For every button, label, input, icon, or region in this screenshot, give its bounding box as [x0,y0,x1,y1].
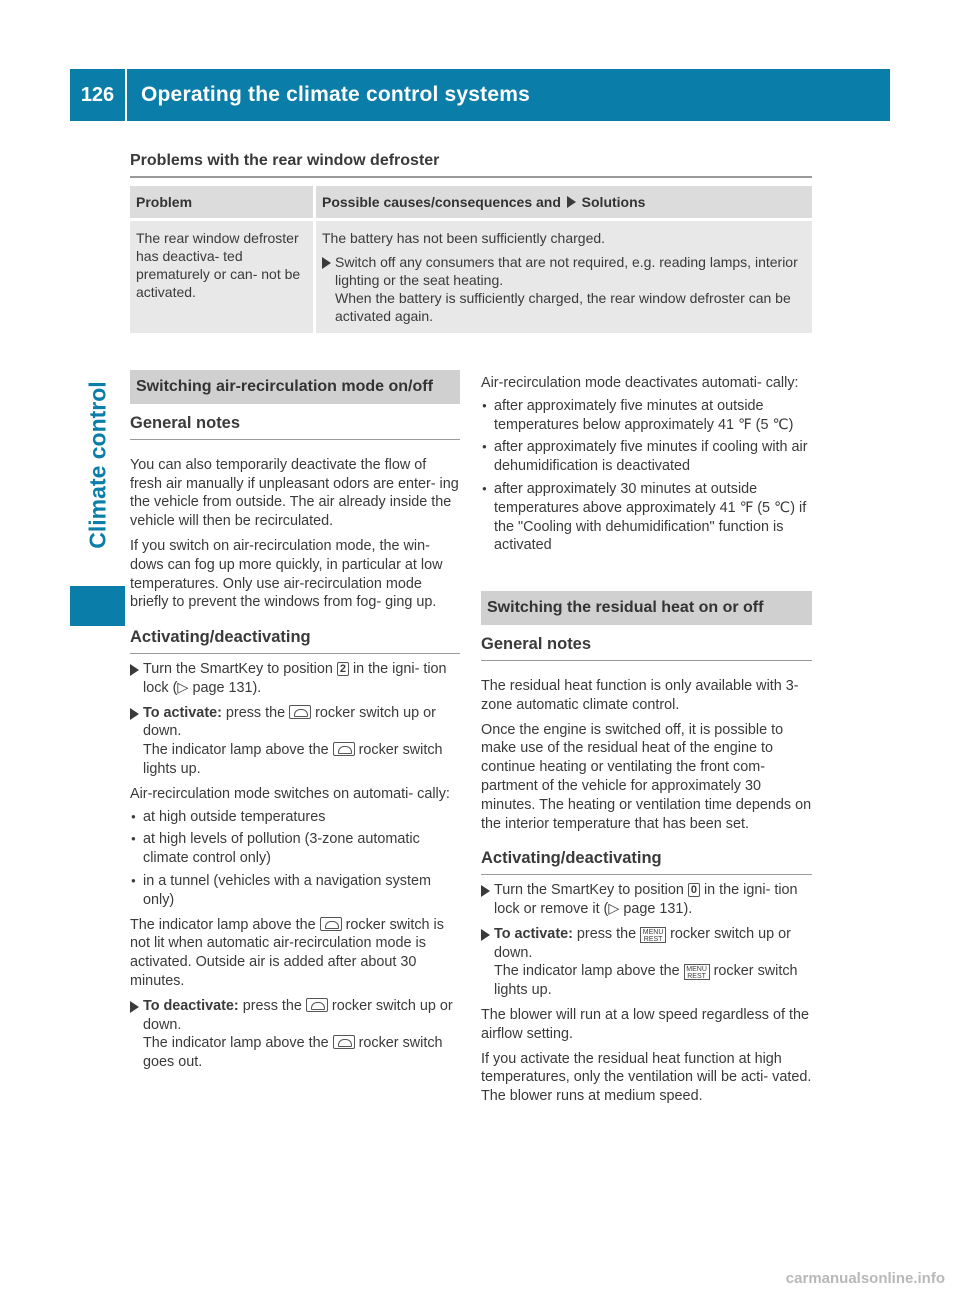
residual-step2-note-a: The indicator lamp above the [494,963,680,980]
page-number: 126 [80,84,115,106]
residual-act-title: Activating/deactivating [481,849,812,875]
residual-heading: Switching the residual heat on or off [481,591,812,625]
recirculation-icon [306,998,328,1012]
recirc-step3-a: press the [242,997,302,1014]
recirc-deact-intro: Air-recirculation mode deactivates automati- cally: [481,375,799,391]
recirc-step3-note-a: The indicator lamp above the [143,1035,329,1052]
residual-step2-note-b: rocker switch lights up. [494,963,798,999]
recirc-step2-b: rocker switch up or down. [143,704,436,740]
list-item: ● after approximately five minutes if cooling with air dehumidification is deactivated [481,438,812,476]
side-tab-label: Climate control [84,381,111,549]
watermark: carmanualsonline.info [785,1270,945,1287]
arrow-icon [322,257,331,269]
cause-text: The battery has not been sufficiently charged. [322,230,606,246]
solution-step [322,253,806,325]
recirc-general-title: General notes [130,414,460,440]
recirc-heading: Switching air-recirculation mode on/off [130,370,460,404]
list-item: ● after approximately five minutes at outside temperatures below approximately 41 ℉ (5 ℃) [481,397,812,435]
recirc-step2-note-b: rocker switch lights up. [143,742,443,777]
col-header-problem: Problem [130,186,313,218]
recirculation-icon [320,917,342,931]
recirc-step3-label: To deactivate: [143,997,239,1014]
section-rule [130,176,812,178]
arrow-icon [130,1001,139,1013]
recirculation-icon [333,742,355,756]
side-tab-marker [70,586,125,626]
solution-step-note: When the battery is sufficiently charged, the rear window defroster can be activated again. [335,290,791,324]
col-header-solutions-b: Solutions [581,194,646,210]
right-column [481,374,812,1106]
arrow-icon [130,664,139,676]
list-item: ● at high levels of pollution (3-zone automatic climate control only) [130,830,460,868]
menu-rest-icon: MENU REST [640,927,666,943]
residual-step2-b: rocker switch up or down. [494,925,791,961]
recirc-step2 [130,704,460,779]
recirc-step2-note-a: The indicator lamp above the [143,742,329,759]
residual-p3: The blower will run at a low speed regardless of the airflow setting. [481,1006,809,1042]
col-header-solutions [316,186,812,218]
page-title: Operating the climate control systems [141,83,531,106]
list-item: ● in a tunnel (vehicles with a navigation system only) [130,872,460,910]
key-position-0-icon: 0 [688,883,700,897]
arrow-icon [481,929,490,941]
residual-p1: The residual heat function is only available with 3-zone automatic climate control. [481,677,799,713]
recirc-step2-a: press the [225,704,286,721]
recirc-p3-a: The indicator lamp above the [130,916,316,933]
recirc-p1: You can also temporarily deactivate the flow of fresh air manually if unpleasant odors are enter- ing the vehicle from outside. The air already inside the vehicle will then be recirculated. [130,456,459,530]
recirc-auto-intro: Air-recirculation mode switches on automati- cally: [130,785,450,802]
residual-p4: If you activate the residual heat function at high temperatures, only the ventilation will be acti- vated. The blower runs at medium speed. [481,1050,812,1105]
residual-step2-label: To activate: [494,925,573,942]
solution-step-text: Switch off any consumers that are not required, e.g. reading lamps, interior lighting or the seat heating. [335,254,798,288]
problem-cell: The rear window defroster has deactiva- ted prematurely or can- not be activated. [130,221,313,333]
residual-p2: Once the engine is switched off, it is possible to make use of the residual heat of the engine to continue heating or ventilating the front com- partment of the vehicle for approximately 30 minutes. The heating or ventilation time depends on the interior temperature that has been set. [481,721,812,832]
recirc-step1-a: Turn the SmartKey to position [143,660,333,677]
recirculation-icon [333,1035,355,1049]
residual-general-title: General notes [481,635,812,661]
recirculation-icon [289,705,311,719]
defroster-title: Problems with the rear window defroster [130,152,440,169]
recirc-step3-note-b: rocker switch goes out. [143,1035,443,1071]
arrow-icon [130,708,139,720]
left-column [130,370,460,1072]
solution-cell [316,221,812,333]
residual-step2 [481,925,812,1000]
residual-step1-a: Turn the SmartKey to position [494,882,684,899]
recirc-step3-b: rocker switch up or down. [143,997,453,1033]
arrow-icon [567,196,576,208]
recirc-step1-b: in the igni- tion lock (▷ page 131). [143,660,447,696]
residual-step1-b: in the igni- tion lock or remove it (▷ page 131). [494,882,798,917]
residual-step1 [481,881,812,919]
header-divider [125,69,127,121]
recirc-step1 [130,660,460,698]
recirc-p3-b: rocker switch is not lit when automatic air-recirculation mode is activated. Outside air is added after about 30 minutes. [130,916,444,989]
residual-step2-a: press the [576,925,637,942]
key-position-2-icon: 2 [337,662,349,676]
recirc-p2: If you switch on air-recirculation mode, the win- dows can fog up more quickly, in particular at low temperatures. Only use air-recirculation mode briefly to prevent the windows from fog- ging up. [130,537,443,611]
menu-rest-icon: MENU REST [684,964,710,980]
recirc-step2-label: To activate: [143,704,222,721]
recirc-p3 [130,916,460,991]
recirc-act-title: Activating/deactivating [130,628,460,654]
list-item: ● at high outside temperatures [130,808,460,827]
recirc-step3 [130,997,460,1072]
arrow-icon [481,885,490,897]
col-header-solutions-a: Possible causes/consequences and [322,194,561,210]
list-item: ● after approximately 30 minutes at outside temperatures above approximately 41 ℉ (5 ℃) if the "Cooling with dehumidification" function is activated [481,480,812,555]
